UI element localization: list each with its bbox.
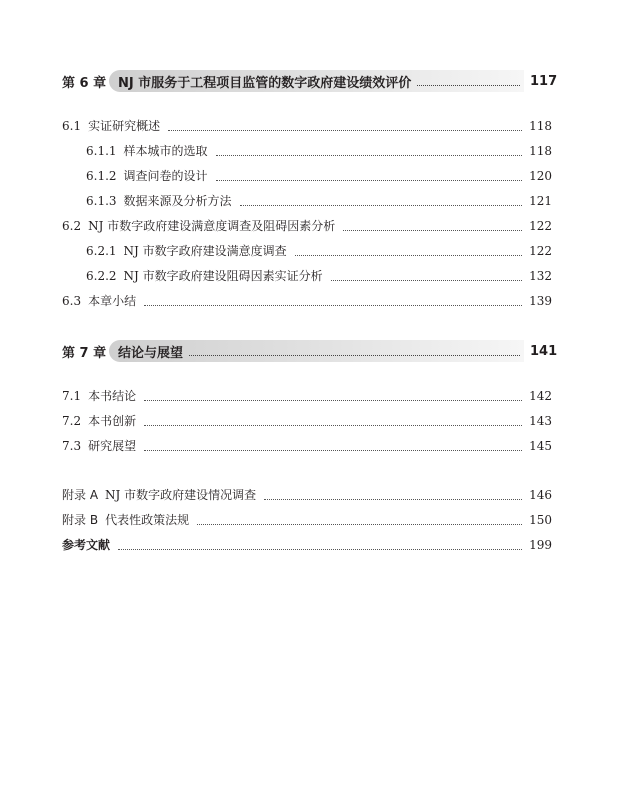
references xyxy=(62,532,552,557)
page-number: 143 xyxy=(529,413,552,428)
appendix-title: 代表性政策法规 xyxy=(105,513,190,527)
dot-leader xyxy=(343,229,522,231)
dot-leader xyxy=(144,449,522,451)
page-number: 132 xyxy=(529,268,552,283)
section-number: 7.3 xyxy=(62,439,82,453)
dot-leader xyxy=(417,84,520,86)
toc-entry-6-2-1[interactable] xyxy=(62,238,552,263)
toc-entry-6-2[interactable] xyxy=(62,213,552,238)
section-number: 6.2 xyxy=(62,219,82,233)
toc-entry-6-3[interactable] xyxy=(62,288,552,313)
chapter-title-bar xyxy=(109,70,524,92)
references-label: 参考文献 xyxy=(62,538,111,552)
section-number: 6.1.1 xyxy=(86,144,117,158)
toc-entry-7-2[interactable] xyxy=(62,408,552,433)
dot-leader xyxy=(118,548,522,550)
page-number: 120 xyxy=(529,168,552,183)
section-number: 6.1.2 xyxy=(86,169,117,183)
entry-label xyxy=(62,117,160,134)
chapter-heading-6[interactable] xyxy=(62,68,558,94)
chapter-number: 第 6 章 xyxy=(62,75,107,91)
toc-entry-6-1-1[interactable] xyxy=(62,138,552,163)
dot-leader xyxy=(295,254,522,256)
dot-leader xyxy=(197,523,522,525)
appendices xyxy=(62,482,552,532)
section-title: 实证研究概述 xyxy=(88,119,161,133)
toc-entry-references[interactable] xyxy=(62,532,552,557)
appendix-label: 附录 B xyxy=(62,513,99,527)
toc-entry-6-1[interactable] xyxy=(62,113,552,138)
entry-label xyxy=(86,142,208,159)
dot-leader xyxy=(216,154,522,156)
dot-leader xyxy=(168,129,522,131)
entry-label xyxy=(62,217,335,234)
toc-entry-6-2-2[interactable] xyxy=(62,263,552,288)
section-number: 6.3 xyxy=(62,294,82,308)
entry-label xyxy=(86,267,323,284)
dot-leader xyxy=(189,354,520,356)
page-number: 199 xyxy=(529,537,552,552)
page-number: 145 xyxy=(529,438,552,453)
toc-entry-7-1[interactable] xyxy=(62,383,552,408)
section-title: 本章小结 xyxy=(88,294,137,308)
entry-label xyxy=(62,437,136,454)
section-title: NJ 市数字政府建设满意度调查 xyxy=(123,244,287,258)
dot-leader xyxy=(240,204,522,206)
dot-leader xyxy=(144,304,522,306)
page-number: 122 xyxy=(529,218,552,233)
section-number: 6.1 xyxy=(62,119,82,133)
toc-entry-appendix-b[interactable] xyxy=(62,507,552,532)
chapter-heading-7[interactable] xyxy=(62,338,558,364)
chapter-title: 结论与展望 xyxy=(118,345,184,361)
toc-entry-7-3[interactable] xyxy=(62,433,552,458)
toc-entry-6-1-3[interactable] xyxy=(62,188,552,213)
chapter-7-entries xyxy=(62,383,552,458)
chapter-page-number: 141 xyxy=(530,343,558,359)
section-title: 数据来源及分析方法 xyxy=(123,194,232,208)
toc-entry-appendix-a[interactable] xyxy=(62,482,552,507)
appendix-title: NJ 市数字政府建设情况调查 xyxy=(105,488,257,502)
page-number: 146 xyxy=(529,487,552,502)
chapter-page-number: 117 xyxy=(530,73,558,89)
chapter-title: NJ 市服务于工程项目监管的数字政府建设绩效评价 xyxy=(118,75,412,91)
chapter-title-bar xyxy=(109,340,524,362)
entry-label xyxy=(86,167,208,184)
page-number: 118 xyxy=(529,118,552,133)
page-number: 150 xyxy=(529,512,552,527)
spacer xyxy=(62,313,552,338)
appendix-label: 附录 A xyxy=(62,488,99,502)
section-number: 6.1.3 xyxy=(86,194,117,208)
page-number: 122 xyxy=(529,243,552,258)
entry-label xyxy=(62,412,136,429)
dot-leader xyxy=(264,498,522,500)
section-title: 研究展望 xyxy=(88,439,137,453)
section-title: 样本城市的选取 xyxy=(123,144,208,158)
spacer xyxy=(62,458,552,482)
page-number: 118 xyxy=(529,143,552,158)
page-number: 121 xyxy=(529,193,552,208)
section-number: 6.2.2 xyxy=(86,269,117,283)
entry-label xyxy=(86,242,287,259)
section-number: 7.1 xyxy=(62,389,82,403)
dot-leader xyxy=(331,279,522,281)
section-title: NJ 市数字政府建设阻碍因素实证分析 xyxy=(123,269,323,283)
page-number: 142 xyxy=(529,388,552,403)
section-number: 6.2.1 xyxy=(86,244,117,258)
dot-leader xyxy=(144,424,522,426)
dot-leader xyxy=(144,399,522,401)
entry-label xyxy=(62,292,136,309)
section-title: 调查问卷的设计 xyxy=(123,169,208,183)
section-title: 本书创新 xyxy=(88,414,137,428)
entry-label xyxy=(86,192,232,209)
page-number: 139 xyxy=(529,293,552,308)
toc-entry-6-1-2[interactable] xyxy=(62,163,552,188)
section-number: 7.2 xyxy=(62,414,82,428)
entry-label xyxy=(62,486,256,503)
table-of-contents xyxy=(62,68,558,557)
chapter-6-entries xyxy=(62,113,552,313)
section-title: 本书结论 xyxy=(88,389,137,403)
chapter-number: 第 7 章 xyxy=(62,345,107,361)
dot-leader xyxy=(216,179,522,181)
entry-label xyxy=(62,387,136,404)
entry-label xyxy=(62,511,189,528)
section-title: NJ 市数字政府建设满意度调查及阻碍因素分析 xyxy=(88,219,336,233)
